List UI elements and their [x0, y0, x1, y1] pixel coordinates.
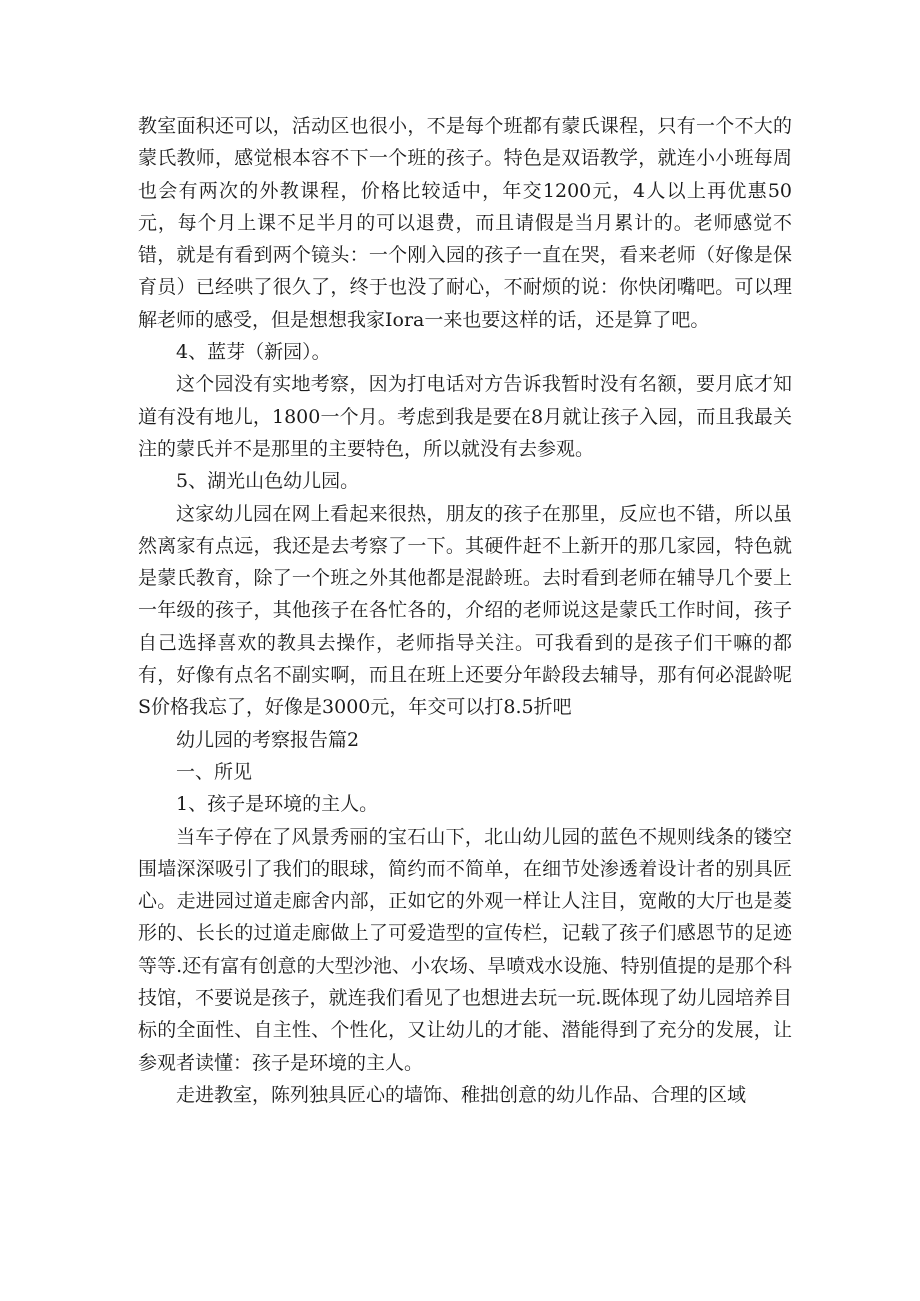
heading-report-part2: 幼儿园的考察报告篇2	[176, 728, 360, 751]
paragraph-classroom-entry: 走进教室，陈列独具匠心的墙饰、稚拙创意的幼儿作品、合理的区域	[176, 1083, 747, 1106]
document-body	[138, 110, 792, 1111]
paragraph-beishan-kindergarten: 当车子停在了风景秀丽的宝石山下，北山幼儿园的蓝色不规则线条的镂空围墙深深吸引了我们的眼球，简约而不简单，在细节处渗透着设计者的别具匠心。走进园过道走廊舍内部，正如它的外观一样让人注目，宽敞的大厅也是菱形的、长长的过道走廊做上了可爱造型的宣传栏，记载了孩子们感恩节的足迹等等.还有富有创意的大型沙池、小农场、旱喷戏水设施、特别值提的是那个科技馆，不要说是孩子，就连我们看见了也想进去玩一玩.既体现了幼儿园培养目标的全面性、自主性、个性化，又让幼儿的才能、潜能得到了充分的发展，让参观者读懂：孩子是环境的主人。	[138, 825, 792, 1074]
heading-section-observations: 一、所见	[176, 760, 253, 783]
heading-lanya: 4、蓝芽（新园）。	[176, 341, 331, 364]
paragraph-huguangshanse: 这家幼儿园在网上看起来很热，朋友的孩子在那里，反应也不错，所以虽然离家有点远，我还是去考察了一下。其硬件赶不上新开的那几家园，特色就是蒙氏教育，除了一个班之外其他都是混龄班。去时看到老师在辅导几个要上一年级的孩子，其他孩子在各忙各的，介绍的老师说这是蒙氏工作时间，孩子自己选择喜欢的教具去操作，老师指导关注。可我看到的是孩子们干嘛的都有，好像有点名不副实啊，而且在班上还要分年龄段去辅导，那有何必混龄呢S价格我忘了，好像是3000元，年交可以打8.5折吧	[138, 502, 792, 719]
paragraph-lanya: 这个园没有实地考察，因为打电话对方告诉我暂时没有名额，要月底才知道有没有地儿，1800一个月。考虑到我是要在8月就让孩子入园，而且我最关注的蒙氏并不是那里的主要特色，所以就没有去参观。	[138, 373, 792, 460]
heading-children-environment: 1、孩子是环境的主人。	[176, 793, 379, 816]
heading-huguangshanse: 5、湖光山色幼儿园。	[176, 470, 360, 493]
paragraph-classroom-review: 教室面积还可以，活动区也很小，不是每个班都有蒙氏课程，只有一个不大的蒙氏教师，感觉根本容不下一个班的孩子。特色是双语教学，就连小小班每周也会有两次的外教课程，价格比较适中，年交1200元，4人以上再优惠50元，每个月上课不足半月的可以退费，而且请假是当月累计的。老师感觉不错，就是有看到两个镜头：一个刚入园的孩子一直在哭，看来老师（好像是保育员）已经哄了很久了，终于也没了耐心，不耐烦的说：你快闭嘴吧。可以理解老师的感受，但是想想我家Iora一来也要这样的话，还是算了吧。	[138, 115, 792, 331]
